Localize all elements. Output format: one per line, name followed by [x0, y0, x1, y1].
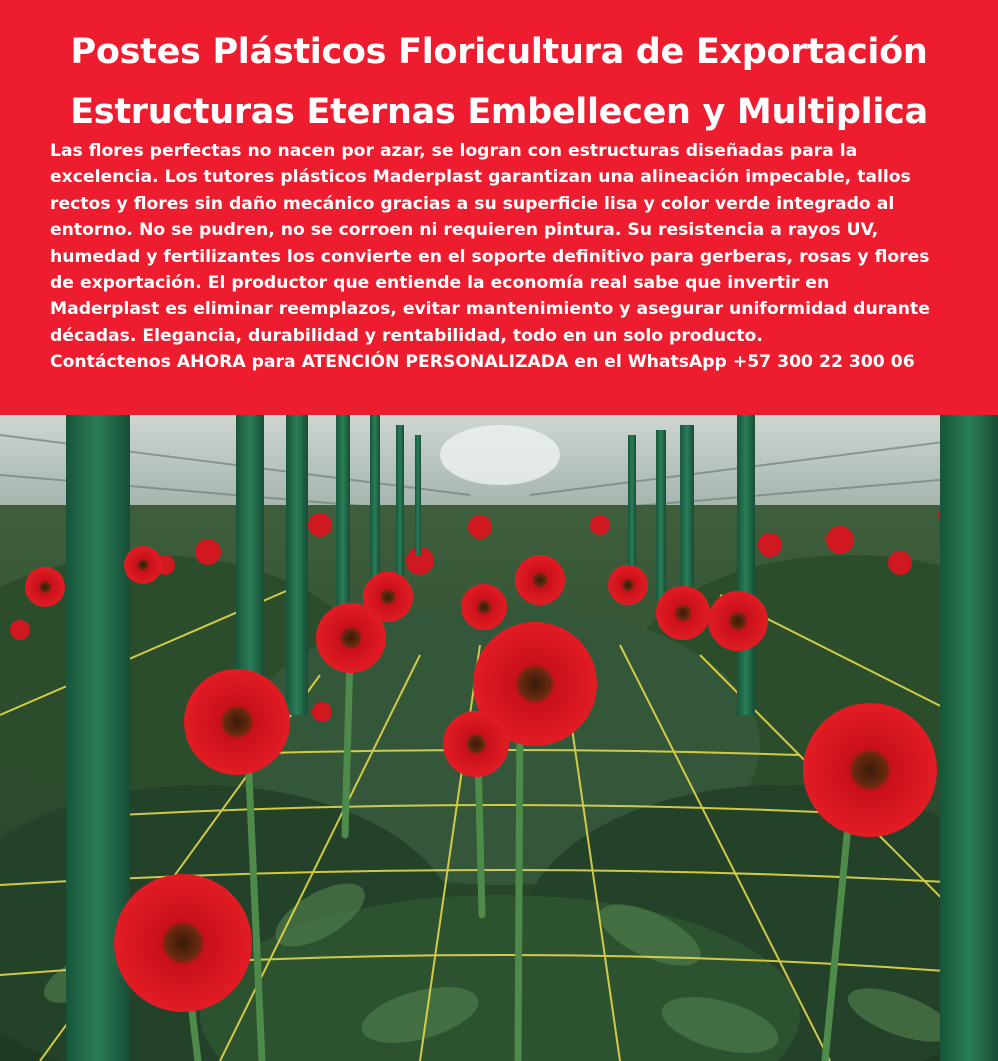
gerbera-flower: [656, 586, 710, 640]
gerbera-flower: [114, 874, 252, 1012]
gerbera-flower: [25, 567, 65, 607]
greenhouse-illustration: [0, 415, 998, 1061]
description-line: Las flores perfectas no nacen por azar, se logran con estructuras diseñadas para la: [50, 141, 858, 161]
greenhouse-light: [440, 425, 560, 485]
description-line: décadas. Elegancia, durabilidad y rentabilidad, todo en un solo producto.: [50, 325, 763, 346]
gerbera-flower: [608, 565, 648, 605]
description-line: de exportación. El productor que entiende la economía real sabe que invertir en: [50, 273, 830, 294]
description-line: excelencia. Los tutores plásticos Maderplast garantizan una alineación impecable, tallos: [50, 167, 911, 188]
gerbera-flower: [515, 555, 565, 605]
description-line: rectos y flores sin daño mecánico gracias a su superficie lisa y color verde integrado al: [50, 193, 895, 214]
greenhouse-photo: [0, 415, 998, 1061]
gerbera-flower: [184, 669, 290, 775]
description-text: [50, 138, 970, 376]
gerbera-flower: [708, 591, 768, 651]
description-line: Maderplast es eliminar reemplazos, evitar mantenimiento y asegurar uniformidad durante: [50, 299, 930, 320]
headline-line-1: Postes Plásticos Floricultura de Exportación: [70, 32, 928, 72]
header-banner: [0, 0, 998, 415]
gerbera-flower: [363, 572, 413, 622]
contact-line: Contáctenos AHORA para ATENCIÓN PERSONALIZADA en el WhatsApp +57 300 22 300 06: [50, 352, 915, 373]
gerbera-flower: [443, 711, 509, 777]
description-line: entorno. No se pudren, no se corroen ni requieren pintura. Su resistencia a rayos UV,: [50, 220, 879, 241]
gerbera-flower: [803, 703, 937, 837]
gerbera-flower: [124, 546, 162, 584]
headline-line-2: Estructuras Eternas Embellecen y Multiplica: [70, 92, 928, 132]
gerbera-flower: [461, 584, 507, 630]
description-line: humedad y fertilizantes los convierte en el soporte definitivo para gerberas, rosas y flores: [50, 246, 930, 267]
